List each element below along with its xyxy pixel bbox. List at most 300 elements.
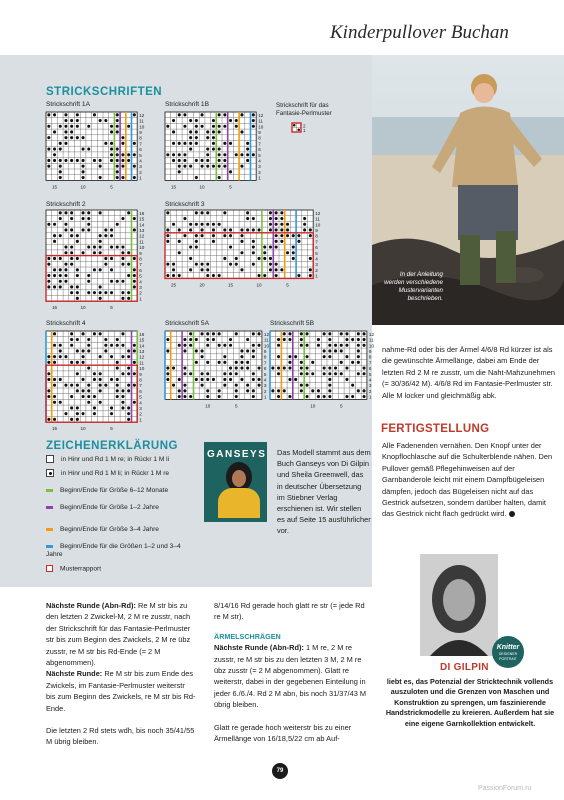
purl-dot — [104, 142, 107, 145]
purl-dot — [99, 291, 102, 294]
purl-dot — [189, 257, 192, 260]
purl-dot — [183, 142, 186, 145]
purl-dot — [309, 234, 312, 237]
purl-dot — [258, 257, 261, 260]
purl-dot — [195, 211, 198, 214]
purl-dot — [53, 344, 56, 347]
purl-dot — [300, 367, 303, 370]
row-number: 2 — [258, 169, 261, 175]
row-number: 1 — [303, 127, 306, 133]
purl-dot — [104, 291, 107, 294]
purl-dot — [59, 234, 62, 237]
photo-caption: In der Anleitung werden verschiedene Mustervarianten beschrieben. — [384, 271, 443, 302]
purl-dot — [172, 263, 175, 266]
purl-dot — [246, 349, 249, 352]
purl-dot — [59, 378, 62, 381]
purl-dot — [218, 223, 221, 226]
purl-dot — [229, 234, 232, 237]
purl-dot — [116, 130, 119, 133]
purl-dot — [201, 211, 204, 214]
purl-dot — [82, 170, 85, 173]
row-number: 12 — [263, 331, 270, 337]
purl-dot — [223, 228, 226, 231]
purl-dot — [116, 367, 119, 370]
purl-dot — [275, 228, 278, 231]
purl-dot — [183, 395, 186, 398]
purl-dot — [235, 372, 238, 375]
purl-dot — [223, 361, 226, 364]
purl-dot — [323, 332, 326, 335]
purl-dot — [218, 176, 221, 179]
purl-dot — [64, 268, 67, 271]
purl-dot — [206, 136, 209, 139]
purl-dot — [64, 228, 67, 231]
purl-dot — [53, 268, 56, 271]
row-number: 6 — [139, 147, 142, 153]
row-number: 9 — [315, 227, 318, 233]
purl-dot — [110, 228, 113, 231]
purl-dot — [328, 378, 331, 381]
purl-dot — [240, 130, 243, 133]
legend-size-combined: Beginn/Ende für die Größen 1–2 und 3–4 Jahre — [46, 543, 181, 558]
purl-dot — [183, 159, 186, 162]
purl-dot — [53, 418, 56, 421]
purl-dot — [116, 223, 119, 226]
row-number: 10 — [139, 124, 145, 130]
purl-dot — [275, 217, 278, 220]
column-number: 25 — [170, 282, 177, 288]
purl-dot — [323, 349, 326, 352]
purl-dot — [110, 234, 113, 237]
purl-dot — [47, 395, 50, 398]
purl-dot — [229, 228, 232, 231]
purl-dot — [59, 344, 62, 347]
purl-dot — [306, 384, 309, 387]
purl-dot — [201, 349, 204, 352]
chart-4 — [46, 331, 149, 432]
purl-dot — [201, 263, 204, 266]
purl-dot — [76, 361, 79, 364]
row-number: 10 — [368, 343, 375, 349]
purl-dot — [206, 211, 209, 214]
purl-dot — [87, 148, 90, 151]
purl-dot — [345, 344, 348, 347]
purl-dot — [64, 142, 67, 145]
purl-dot — [116, 125, 119, 128]
purl-dot — [258, 384, 261, 387]
purl-dot — [201, 332, 204, 335]
purl-dot — [218, 274, 221, 277]
purl-dot — [121, 176, 124, 179]
purl-dot — [218, 125, 221, 128]
purl-dot — [70, 344, 73, 347]
purl-dot — [292, 234, 295, 237]
purl-dot — [166, 263, 169, 266]
row-number: 2 — [263, 388, 267, 394]
row-number: 7 — [258, 141, 261, 147]
purl-dot — [357, 372, 360, 375]
purl-dot — [127, 153, 130, 156]
purl-dot — [235, 367, 238, 370]
purl-dot — [195, 119, 198, 122]
purl-dot — [76, 297, 79, 300]
purl-dot — [116, 148, 119, 151]
purl-dot — [229, 119, 232, 122]
row-number: 2 — [139, 290, 142, 296]
purl-dot — [223, 125, 226, 128]
purl-dot — [64, 113, 67, 116]
purl-dot — [64, 274, 67, 277]
purl-dot — [357, 361, 360, 364]
purl-dot — [110, 412, 113, 415]
purl-dot — [252, 344, 255, 347]
purl-dot — [87, 125, 90, 128]
purl-dot — [110, 148, 113, 151]
purl-dot — [59, 125, 62, 128]
purl-dot — [275, 274, 278, 277]
purl-dot — [212, 240, 215, 243]
purl-dot — [183, 338, 186, 341]
purl-dot — [212, 378, 215, 381]
purl-dot — [116, 361, 119, 364]
purl-dot — [47, 136, 50, 139]
row-number: 9 — [258, 129, 261, 135]
purl-dot — [59, 176, 62, 179]
purl-dot — [280, 234, 283, 237]
chart-label-5a: Strickschrift 5A — [165, 320, 209, 327]
purl-dot — [172, 268, 175, 271]
purl-dot — [166, 153, 169, 156]
purl-dot — [206, 344, 209, 347]
purl-dot — [300, 389, 303, 392]
purl-dot — [351, 361, 354, 364]
purl-dot — [116, 119, 119, 122]
purl-dot — [127, 355, 130, 358]
purl-dot — [166, 125, 169, 128]
purl-dot — [76, 159, 79, 162]
purl-dot — [206, 389, 209, 392]
purl-dot — [47, 263, 50, 266]
purl-dot — [246, 159, 249, 162]
purl-dot — [345, 395, 348, 398]
purl-dot — [172, 130, 175, 133]
purl-dot — [121, 297, 124, 300]
purl-dot — [345, 355, 348, 358]
purl-dot — [229, 170, 232, 173]
purl-dot — [351, 395, 354, 398]
purl-dot — [223, 384, 226, 387]
purl-dot — [297, 234, 300, 237]
purl-dot — [240, 361, 243, 364]
purl-dot — [64, 251, 67, 254]
purl-dot — [70, 217, 73, 220]
purl-dot — [212, 274, 215, 277]
sleeve-shaping-heading: ÄRMELSCHRÄGEN — [214, 631, 281, 641]
purl-dot — [206, 165, 209, 168]
purl-dot — [93, 159, 96, 162]
purl-dot — [121, 406, 124, 409]
purl-dot — [99, 332, 102, 335]
purl-dot — [116, 165, 119, 168]
purl-dot — [127, 384, 130, 387]
purl-dot — [64, 263, 67, 266]
purl-dot — [195, 263, 198, 266]
purl-dot — [246, 228, 249, 231]
purl-dot — [99, 165, 102, 168]
purl-dot — [178, 170, 181, 173]
purl-dot — [269, 246, 272, 249]
purl-dot — [340, 372, 343, 375]
purl-dot — [201, 378, 204, 381]
purl-dot — [235, 384, 238, 387]
row-number: 3 — [139, 284, 142, 290]
purl-dot — [189, 130, 192, 133]
row-number: 7 — [263, 360, 267, 366]
purl-dot — [70, 338, 73, 341]
chart-label-2: Strickschrift 2 — [46, 201, 86, 208]
instructions-gusset: Nächste Runde (Abn-Rd): Re M str bis zu den letzten 2 Zwickel-M, 2 M re zusstr, nach der Strickschrift für das Fantasie-Perlmuster str bis zum Beginn des Zwickels, 2 M re übz zusstr, re M str bis Rd-Ende (= 2 M abgenommen). Nächste Runde: Re M str bis zum Ende des Zwickels, im Fantasie-Perlmuster weiterstr bis zum Beginn des Zwickels, re M str bis Rd-Ende. Die letzten 2 Rd stets wdh, bis noch 35/41/55 M übrig bleiben. — [46, 601, 196, 747]
row-number: 9 — [139, 250, 142, 256]
purl-dot — [286, 234, 289, 237]
purl-dot — [110, 142, 113, 145]
row-number: 12 — [139, 233, 145, 239]
column-number: 5 — [234, 403, 238, 409]
purl-dot — [363, 367, 366, 370]
purl-dot — [76, 257, 79, 260]
purl-dot — [82, 165, 85, 168]
purl-dot — [70, 211, 73, 214]
purl-dot — [172, 367, 175, 370]
purl-dot — [269, 217, 272, 220]
purl-dot — [59, 355, 62, 358]
purl-dot — [53, 223, 56, 226]
purl-dot — [99, 119, 102, 122]
purl-dot — [59, 285, 62, 288]
purl-dot — [195, 378, 198, 381]
purl-dot — [235, 389, 238, 392]
purl-dot — [183, 344, 186, 347]
purl-dot — [183, 367, 186, 370]
purl-dot — [104, 384, 107, 387]
purl-dot — [351, 384, 354, 387]
purl-dot — [363, 389, 366, 392]
purl-dot — [47, 165, 50, 168]
purl-dot — [306, 367, 309, 370]
green-line-icon — [46, 489, 53, 492]
purl-dot — [166, 274, 169, 277]
row-number: 12 — [315, 210, 321, 216]
purl-dot — [133, 274, 136, 277]
purl-dot — [229, 344, 232, 347]
purl-dot — [189, 142, 192, 145]
purl-dot — [212, 338, 215, 341]
purl-dot — [334, 367, 337, 370]
purl-dot — [328, 332, 331, 335]
purl-dot — [59, 170, 62, 173]
purl-dot — [76, 384, 79, 387]
purl-dot — [212, 125, 215, 128]
purl-dot — [70, 285, 73, 288]
chart-label-3: Strickschrift 3 — [165, 201, 205, 208]
purl-dot — [53, 130, 56, 133]
purl-dot — [116, 246, 119, 249]
purl-dot — [246, 211, 249, 214]
purl-dot — [59, 257, 62, 260]
purl-dot — [116, 338, 119, 341]
row-number: 7 — [139, 262, 142, 268]
purl-dot — [206, 372, 209, 375]
purl-symbol-icon — [46, 469, 54, 477]
row-number: 6 — [139, 388, 142, 394]
purl-dot — [189, 223, 192, 226]
purl-dot — [195, 338, 198, 341]
purl-dot — [133, 142, 136, 145]
purl-dot — [127, 349, 130, 352]
purl-dot — [235, 125, 238, 128]
purl-dot — [206, 153, 209, 156]
purl-dot — [195, 130, 198, 133]
column-number: 10 — [310, 403, 316, 409]
purl-dot — [87, 389, 90, 392]
purl-dot — [121, 389, 124, 392]
designer-portrait — [420, 554, 498, 656]
row-number: 2 — [315, 267, 318, 273]
purl-dot — [223, 378, 226, 381]
purl-dot — [99, 285, 102, 288]
purl-dot — [280, 240, 283, 243]
purl-dot — [99, 268, 102, 271]
purl-dot — [133, 361, 136, 364]
purl-dot — [206, 378, 209, 381]
purl-dot — [99, 251, 102, 254]
purl-dot — [70, 246, 73, 249]
row-number: 11 — [139, 239, 144, 245]
purl-dot — [178, 113, 181, 116]
purl-dot — [116, 113, 119, 116]
purl-dot — [82, 251, 85, 254]
purl-dot — [64, 159, 67, 162]
purl-dot — [82, 412, 85, 415]
purl-dot — [53, 401, 56, 404]
row-number: 6 — [263, 366, 267, 372]
row-number: 16 — [139, 331, 145, 337]
purl-dot — [76, 119, 79, 122]
purl-dot — [178, 153, 181, 156]
purl-dot — [87, 338, 90, 341]
purl-dot — [280, 268, 283, 271]
purl-dot — [195, 159, 198, 162]
purl-dot — [246, 142, 249, 145]
purl-dot — [183, 153, 186, 156]
purl-dot — [47, 148, 50, 151]
purl-dot — [317, 389, 320, 392]
purl-dot — [340, 349, 343, 352]
designer-name: DI GILPIN — [440, 662, 489, 673]
purl-dot — [47, 372, 50, 375]
purl-dot — [206, 395, 209, 398]
row-number: 5 — [258, 152, 261, 158]
chart-1a — [46, 112, 149, 190]
purl-dot — [246, 384, 249, 387]
purl-dot — [212, 142, 215, 145]
purl-dot — [201, 372, 204, 375]
purl-dot — [235, 395, 238, 398]
row-number: 5 — [315, 250, 318, 256]
purl-dot — [311, 361, 314, 364]
purl-dot — [277, 372, 280, 375]
row-number: 2 — [139, 169, 142, 175]
row-number: 10 — [139, 366, 145, 372]
purl-dot — [121, 136, 124, 139]
purl-dot — [306, 372, 309, 375]
purl-dot — [206, 263, 209, 266]
purl-dot — [64, 355, 67, 358]
purl-dot — [252, 378, 255, 381]
purl-dot — [47, 355, 50, 358]
purl-dot — [328, 389, 331, 392]
purl-dot — [294, 355, 297, 358]
purl-dot — [306, 332, 309, 335]
row-number: 11 — [368, 337, 374, 343]
purl-dot — [116, 280, 119, 283]
column-number: 20 — [199, 282, 205, 288]
purl-dot — [47, 159, 50, 162]
purl-dot — [127, 125, 130, 128]
purl-dot — [53, 234, 56, 237]
finishing-heading: FERTIGSTELLUNG — [381, 423, 490, 435]
purl-dot — [104, 234, 107, 237]
purl-dot — [121, 142, 124, 145]
finishing-text: Alle Fadenenden vernähen. Den Knopf unter der Knopflochlasche auf die Schulterblende nähen. Den Pullover gemäß Pflegehinweisen auf der Garnbanderole leicht mit einem Dampfbügeleisen dämpfen, jedoch das Bügeleisen nicht auf das Gestrick aufsetzen, sondern darüber halten, damit das Gestrick nicht flach gedrückt wird. — [382, 441, 553, 519]
purl-dot — [252, 251, 255, 254]
purl-dot — [121, 251, 124, 254]
purl-dot — [166, 234, 169, 237]
purl-dot — [258, 378, 261, 381]
purl-dot — [240, 367, 243, 370]
purl-dot — [212, 130, 215, 133]
purl-dot — [195, 125, 198, 128]
purl-dot — [345, 367, 348, 370]
purl-dot — [76, 113, 79, 116]
purl-dot — [294, 378, 297, 381]
column-number: 15 — [227, 282, 234, 288]
purl-dot — [240, 234, 243, 237]
legend-knit: in Hinr und Rd 1 M re; in Rückr 1 M li — [46, 455, 169, 463]
row-number: 4 — [368, 377, 372, 383]
purl-dot — [76, 274, 79, 277]
chart-5b — [270, 331, 379, 409]
purl-dot — [70, 251, 73, 254]
purl-dot — [275, 268, 278, 271]
purl-dot — [229, 142, 232, 145]
purl-dot — [87, 280, 90, 283]
row-number: 12 — [139, 354, 145, 360]
book-cover-face — [232, 470, 246, 487]
purl-dot — [340, 361, 343, 364]
purl-dot — [252, 246, 255, 249]
purl-dot — [303, 223, 306, 226]
purl-dot — [212, 228, 215, 231]
purl-dot — [345, 378, 348, 381]
purl-dot — [127, 412, 130, 415]
row-number: 14 — [139, 343, 145, 349]
purl-dot — [277, 355, 280, 358]
purl-dot — [297, 128, 300, 131]
row-number: 3 — [315, 262, 318, 268]
purl-dot — [178, 165, 181, 168]
purl-dot — [93, 395, 96, 398]
purl-dot — [223, 257, 226, 260]
